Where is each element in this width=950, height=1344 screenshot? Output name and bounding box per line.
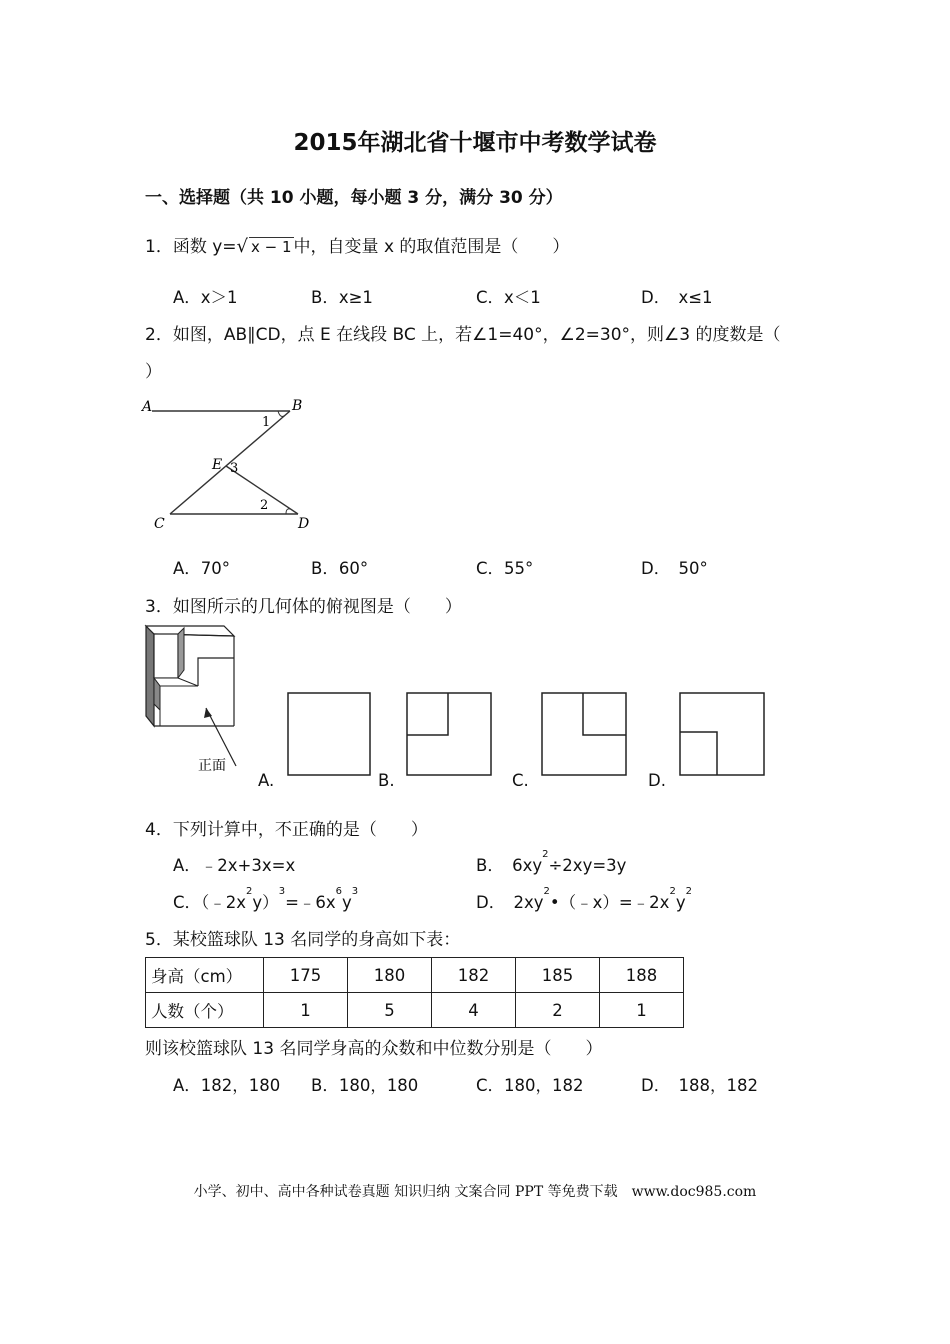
solid-figure: [140, 620, 270, 780]
table-cell: 175: [264, 958, 348, 993]
question-4: 4．下列计算中，不正确的是（ ）: [145, 820, 428, 840]
q2-option-d: D． 50°: [641, 559, 708, 578]
label-a: A: [142, 399, 153, 415]
q1-radicand: x − 1: [251, 238, 292, 256]
question-3: 3．如图所示的几何体的俯视图是（ ）: [145, 597, 462, 617]
table-row: [146, 958, 684, 993]
question-2-cont: ）: [145, 362, 162, 382]
label-b: B: [292, 398, 303, 414]
table-cell: 182: [432, 958, 516, 993]
table-cell: 5: [348, 993, 432, 1028]
q1-option-b: B．x≥1: [311, 288, 373, 307]
table-cell: 180: [348, 958, 432, 993]
table-cell: 188: [600, 958, 684, 993]
q2-option-c: C．55°: [476, 559, 534, 578]
q2-option-a: A．70°: [173, 559, 231, 578]
q1-suffix: 中，自变量 x 的取值范围是（ ）: [293, 237, 570, 257]
table-cell: 2: [516, 993, 600, 1028]
q3-option-b-figure: [406, 692, 492, 776]
table-cell: 185: [516, 958, 600, 993]
label-angle-1: 1: [262, 415, 271, 430]
parallel-lines-figure: [140, 394, 320, 534]
label-angle-2: 2: [260, 498, 269, 513]
q5-option-a: A．182，180: [173, 1076, 281, 1095]
q3-option-d-figure: [679, 692, 765, 776]
q4-option-d: D． $2xy^2•(﹣x)=﹣2x^2y^2$: [476, 886, 692, 912]
q3-option-d-label: D.: [648, 771, 666, 790]
page-footer: 小学、初中、高中各种试卷真题 知识归纳 文案合同 PPT 等免费下载 www.doc985.com: [193, 1184, 757, 1200]
q1-option-d: D． x≤1: [641, 288, 713, 307]
section-heading: 一、选择题（共 10 小题，每小题 3 分，满分 30 分）: [145, 188, 563, 208]
q3-option-b-label: B.: [378, 771, 395, 790]
q3-option-c-label: C.: [512, 771, 529, 790]
label-c: C: [154, 516, 165, 532]
table-header-height: 身高（cm）: [146, 958, 264, 993]
q1-option-c: C．x＜1: [476, 288, 541, 307]
label-e: E: [212, 457, 223, 473]
q1-prefix: 1．函数 y=: [145, 237, 237, 257]
q3-option-c-figure: [541, 692, 627, 776]
question-2: 2．如图，AB∥CD，点 E 在线段 BC 上，若∠1=40°，∠2=30°，则∠3 的度数是（: [145, 325, 781, 345]
table-row: [146, 993, 684, 1028]
front-label: 正面: [198, 758, 226, 774]
question-1: 1．函数 y=√ x − 1 中，自变量 x 的取值范围是（ ）: [145, 236, 570, 257]
q4-option-b: B． $6xy^2\div 2xy=3y$: [476, 849, 627, 875]
question-5: 5．某校篮球队 13 名同学的身高如下表：: [145, 930, 461, 950]
q5-option-b: B．180，180: [311, 1076, 419, 1095]
q4-option-a: A．﹣2x+3x=x: [173, 856, 296, 875]
table-cell: 1: [264, 993, 348, 1028]
q5-option-c: C．180，182: [476, 1076, 584, 1095]
q5-option-d: D． 188，182: [641, 1076, 758, 1095]
q3-option-a-figure: [287, 692, 372, 776]
page-title: 2015年湖北省十堰市中考数学试卷: [293, 130, 657, 156]
label-angle-3: 3: [230, 461, 239, 476]
q5-question: 则该校篮球队 13 名同学身高的众数和中位数分别是（ ）: [145, 1039, 603, 1059]
q3-option-a-label: A.: [258, 771, 275, 790]
q4-option-c: C．$(﹣2x^2y)^3=﹣6x^6y^3$: [173, 886, 359, 912]
label-d: D: [298, 516, 310, 532]
q1-option-a: A．x＞1: [173, 288, 238, 307]
q2-option-b: B．60°: [311, 559, 369, 578]
height-table: [145, 957, 684, 1028]
table-header-count: 人数（个）: [146, 993, 264, 1028]
table-cell: 4: [432, 993, 516, 1028]
table-cell: 1: [600, 993, 684, 1028]
